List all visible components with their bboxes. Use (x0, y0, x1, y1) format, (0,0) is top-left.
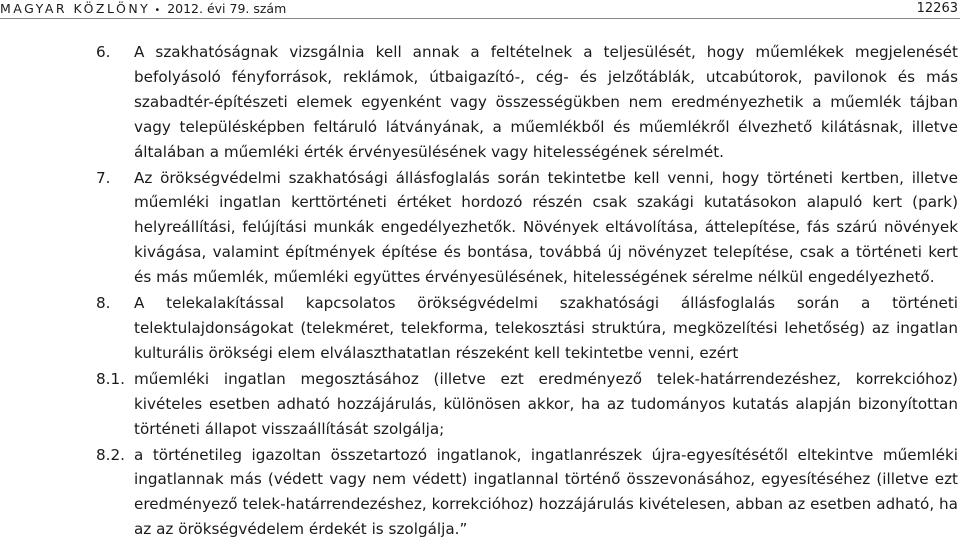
bullet-separator: • (154, 5, 161, 16)
list-item-8-2 (96, 443, 958, 543)
item-number: 8. (96, 294, 111, 313)
list-item-6 (96, 40, 958, 165)
page-header (0, 0, 960, 19)
page-number: 12263 (916, 1, 958, 16)
item-text: A szakhatóságnak vizsgálnia kell annak a feltételnek a teljesülését, hogy műemlékek megjelenését befolyásoló fényforrások, reklámok, útbaigazító-, cég- és jelzőtáblák, utcabútorok, pavilonok és más szabadtér-építészeti elemek egyenként vagy összességükben nem eredményezhetik a műemlék tájban vagy településképben feltáruló látványának, a műemlékből és műemlékről élvezhető kilátásnak, illetve általában a műemléki érték érvényesülésének vagy hitelességének sérelmét. (134, 43, 958, 161)
item-number: 6. (96, 43, 111, 61)
header-left (0, 0, 286, 20)
item-text: A telekalakítással kapcsolatos örökségvédelmi szakhatósági állásfoglalás során a történeti telektulajdonságokat (telekméret, telekforma, telekosztási struktúra, megközelítési lehetőség) az ingatlan kulturális örökségi elem elválaszthatatlan részeként kell tekintetbe venni, ezért (134, 294, 958, 362)
item-number: 8.1. (96, 369, 125, 388)
item-number: 7. (96, 168, 111, 187)
item-text: a történetileg igazoltan összetartozó ingatlanok, ingatlanrészek újra-egyesítésétől eltekintve műemléki ingatlannak más (védett vagy nem védett) ingatlannal történő összevonásához, egyesítéséhez (illetve ezt eredményező telek-határrendezéshez, korrekcióhoz) hozzájárulás kivételesen, abban az esetben adható, ha az az örökségvédelem érdekét is szolgálja.” (134, 445, 958, 539)
issue-info: 2012. évi 79. szám (167, 1, 287, 16)
item-number: 8.2. (96, 445, 125, 464)
item-text: műemléki ingatlan megosztásához (illetve ezt eredményező telek-határrendezéshez, korrekcióhoz) kivételes esetben adható hozzájárulás, különösen akkor, ha az tudományos kutatás alapján bizonyítottan történeti állapot visszaállítását szolgálja; (134, 369, 958, 438)
list-item-7 (96, 166, 958, 291)
item-text: Az örökségvédelmi szakhatósági állásfoglalás során tekintetbe kell venni, hogy történeti kertben, illetve műemléki ingatlan kerttörténeti értéket hordozó részén csak szakági kutatásokon alapuló kert (park) helyreállítási, felújítási munkák engedélyezhetők. Növények eltávolítása, áttelepítése, fás szárú növények kivágása, valamint építmények építése és bontása, továbbá új növényzet telepítése, csak a történeti kert és más műemlék, műemléki együttes érvényesülésének, hitelességének sérelme nélkül engedélyezhető. (134, 168, 958, 287)
document-body (96, 40, 958, 542)
list-item-8 (96, 291, 958, 366)
list-item-8-1 (96, 367, 958, 442)
publication-title: MAGYAR KÖZLÖNY (0, 1, 151, 16)
